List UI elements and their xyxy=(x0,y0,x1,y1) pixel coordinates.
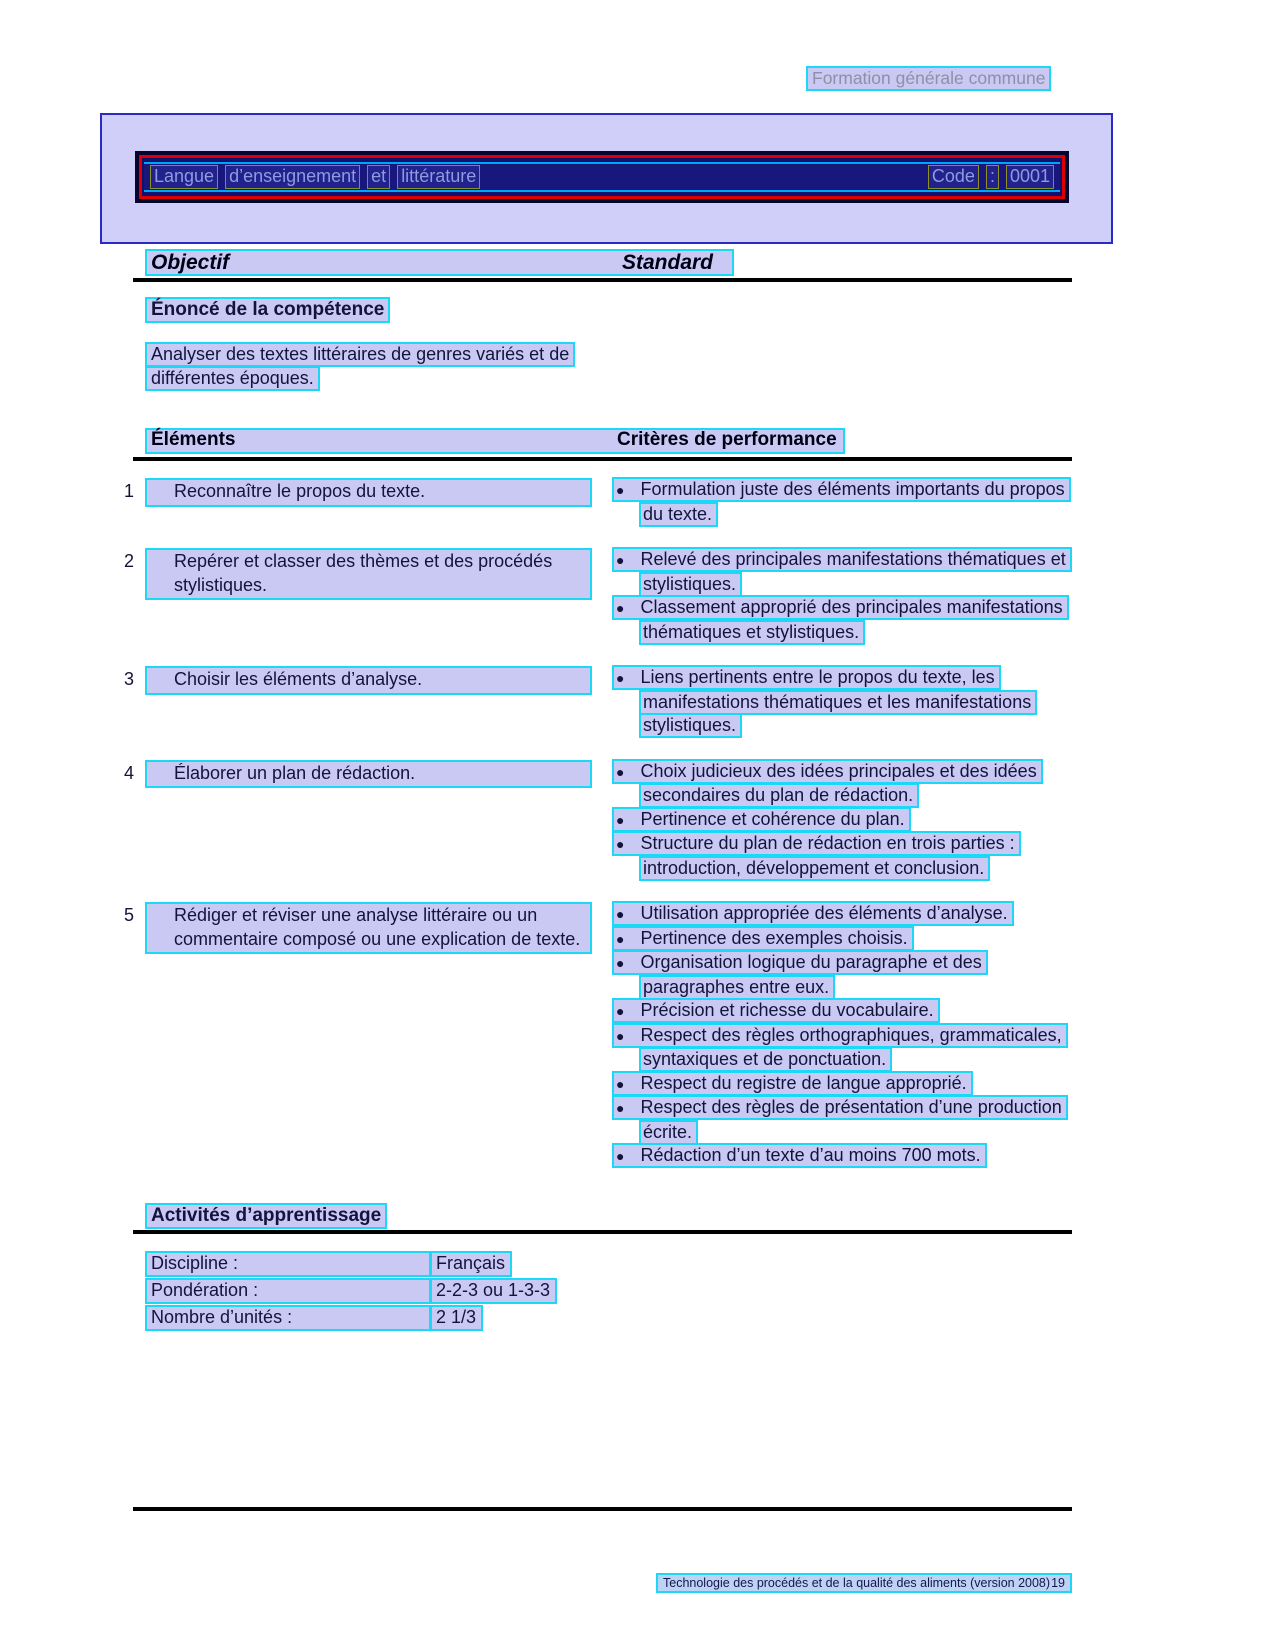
bullet-icon: ● xyxy=(616,811,625,828)
criteria-text: Structure du plan de rédaction en trois parties : introduction, développement et conclusion. xyxy=(640,833,1015,878)
bullet-icon: ● xyxy=(616,552,625,568)
course-header-box xyxy=(100,113,1113,244)
element-number: 1 xyxy=(124,481,135,501)
element-item xyxy=(124,760,592,789)
criteria-text: Rédaction d’un texte d’au moins 700 mots. xyxy=(640,1145,981,1165)
field-row xyxy=(145,1305,1072,1331)
element-cell xyxy=(124,902,592,954)
competence-table xyxy=(124,478,1072,1169)
criteria-text: Utilisation appropriée des éléments d’analyse. xyxy=(640,903,1008,923)
criteria-item xyxy=(612,548,1072,596)
activities-heading-row xyxy=(145,1205,1072,1227)
element-text: Repérer et classer des thèmes et des procédés stylistiques. xyxy=(174,551,553,595)
criteria-text: Pertinence et cohérence du plan. xyxy=(640,808,905,829)
bullet-icon: ● xyxy=(616,1027,625,1044)
bullet-icon: ● xyxy=(616,600,625,616)
criteria-item xyxy=(612,808,1072,833)
ponderation-label: Pondération : xyxy=(145,1278,431,1304)
criteria-cell xyxy=(612,666,1072,738)
field-row xyxy=(145,1278,1072,1304)
criteria-text: Précision et richesse du vocabulaire. xyxy=(640,1000,934,1020)
criteria-column-header: Critères de performance xyxy=(617,429,837,450)
criteria-text: Organisation logique du paragraphe et des paragraphes entre eux. xyxy=(640,952,982,997)
competence-heading: Énoncé de la compétence xyxy=(145,297,390,323)
elements-column-header: Éléments xyxy=(151,429,236,450)
element-item xyxy=(124,548,592,600)
table-row xyxy=(124,902,1072,1169)
page-footer xyxy=(133,1573,1072,1593)
criteria-list xyxy=(612,666,1072,738)
element-item xyxy=(124,478,592,507)
element-item xyxy=(124,666,592,695)
criteria-item xyxy=(612,1072,1072,1097)
horizontal-rule xyxy=(133,457,1072,461)
bullet-icon: ● xyxy=(616,1148,625,1164)
bullet-icon: ● xyxy=(616,482,625,498)
course-title-frame xyxy=(135,151,1069,203)
criteria-item xyxy=(612,760,1072,808)
element-text: Reconnaître le propos du texte. xyxy=(174,481,426,501)
footer-band xyxy=(656,1573,1072,1593)
bullet-icon: ● xyxy=(616,1100,625,1116)
competence-statement-block xyxy=(145,343,597,390)
criteria-item xyxy=(612,1096,1072,1144)
page-number: 19 xyxy=(1051,1575,1065,1590)
criteria-cell xyxy=(612,548,1072,644)
competence-statement: Analyser des textes littéraires de genres variés et de différentes époques. xyxy=(145,342,575,391)
activities-heading: Activités d’apprentissage xyxy=(145,1203,387,1229)
unites-value: 2 1/3 xyxy=(430,1305,483,1331)
document-body xyxy=(124,244,1072,1593)
field-row xyxy=(145,1251,1072,1277)
ponderation-value: 2-2-3 ou 1-3-3 xyxy=(430,1278,557,1304)
competence-heading-row xyxy=(145,299,1072,321)
element-cell xyxy=(124,760,592,789)
bullet-icon: ● xyxy=(616,1003,625,1019)
horizontal-rule xyxy=(133,1230,1072,1234)
bullet-icon: ● xyxy=(616,670,625,686)
criteria-text: Liens pertinents entre le propos du texte, les manifestations thématiques et les manifestations stylistiques. xyxy=(640,667,1032,735)
criteria-text: Relevé des principales manifestations thématiques et stylistiques. xyxy=(640,549,1066,594)
table-row xyxy=(124,666,1072,738)
course-title: Langue d’enseignement et littérature xyxy=(150,165,480,189)
criteria-item xyxy=(612,832,1072,880)
element-number: 5 xyxy=(124,905,135,925)
criteria-item xyxy=(612,902,1072,927)
objectif-column-header: Objectif xyxy=(151,251,230,274)
criteria-item xyxy=(612,666,1072,738)
criteria-list xyxy=(612,902,1072,1169)
activities-fields xyxy=(145,1251,1072,1331)
criteria-text: Respect du registre de langue approprié. xyxy=(640,1072,967,1093)
criteria-item xyxy=(612,927,1072,952)
bullet-icon: ● xyxy=(616,930,625,947)
element-text: Élaborer un plan de rédaction. xyxy=(174,762,416,783)
table-row xyxy=(124,478,1072,526)
objectif-standard-header-band xyxy=(145,249,734,276)
element-text: Rédiger et réviser une analyse littéraire ou un commentaire composé ou une explication de texte. xyxy=(174,905,581,949)
document-category-label xyxy=(806,68,1051,89)
criteria-text: Formulation juste des éléments importants du propos du texte. xyxy=(640,479,1065,524)
element-cell xyxy=(124,478,592,507)
unites-label: Nombre d’unités : xyxy=(145,1305,431,1331)
element-cell xyxy=(124,666,592,695)
criteria-item xyxy=(612,596,1072,644)
document-category-text: Formation générale commune xyxy=(806,66,1051,91)
criteria-item xyxy=(612,999,1072,1024)
discipline-value: Français xyxy=(430,1251,512,1277)
course-code: Code : 0001 xyxy=(928,165,1054,189)
horizontal-rule xyxy=(133,1507,1072,1511)
criteria-cell xyxy=(612,760,1072,881)
bullet-icon: ● xyxy=(616,836,625,852)
criteria-text: Pertinence des exemples choisis. xyxy=(640,927,908,948)
criteria-cell xyxy=(612,478,1072,526)
footer-document-title: Technologie des procédés et de la qualité des aliments (version 2008) xyxy=(663,1575,1051,1590)
horizontal-rule xyxy=(133,278,1072,282)
table-row xyxy=(124,760,1072,881)
criteria-text: Classement approprié des principales manifestations thématiques et stylistiques. xyxy=(640,597,1063,642)
course-title-line xyxy=(144,162,1060,192)
criteria-list xyxy=(612,548,1072,644)
elements-criteria-header-band xyxy=(145,428,845,454)
criteria-text: Respect des règles orthographiques, grammaticales, syntaxiques et de ponctuation. xyxy=(640,1024,1062,1069)
element-number: 3 xyxy=(124,669,135,689)
criteria-cell xyxy=(612,902,1072,1169)
criteria-item xyxy=(612,1144,1072,1169)
bullet-icon: ● xyxy=(616,1075,625,1092)
element-item xyxy=(124,902,592,954)
course-title-inner-frame xyxy=(139,155,1065,199)
criteria-text: Choix judicieux des idées principales et des idées secondaires du plan de rédaction. xyxy=(640,760,1037,805)
element-number: 2 xyxy=(124,551,135,571)
criteria-list xyxy=(612,478,1072,526)
criteria-item xyxy=(612,478,1072,526)
standard-column-header: Standard xyxy=(622,251,714,274)
criteria-text: Respect des règles de présentation d’une production écrite. xyxy=(640,1097,1062,1142)
bullet-icon: ● xyxy=(616,763,625,780)
bullet-icon: ● xyxy=(616,906,625,922)
table-row xyxy=(124,548,1072,644)
element-cell xyxy=(124,548,592,600)
discipline-label: Discipline : xyxy=(145,1251,431,1277)
element-text: Choisir les éléments d’analyse. xyxy=(174,669,423,689)
criteria-list xyxy=(612,760,1072,881)
criteria-item xyxy=(612,1024,1072,1072)
element-number: 4 xyxy=(124,762,135,783)
criteria-item xyxy=(612,951,1072,999)
bullet-icon: ● xyxy=(616,955,625,971)
